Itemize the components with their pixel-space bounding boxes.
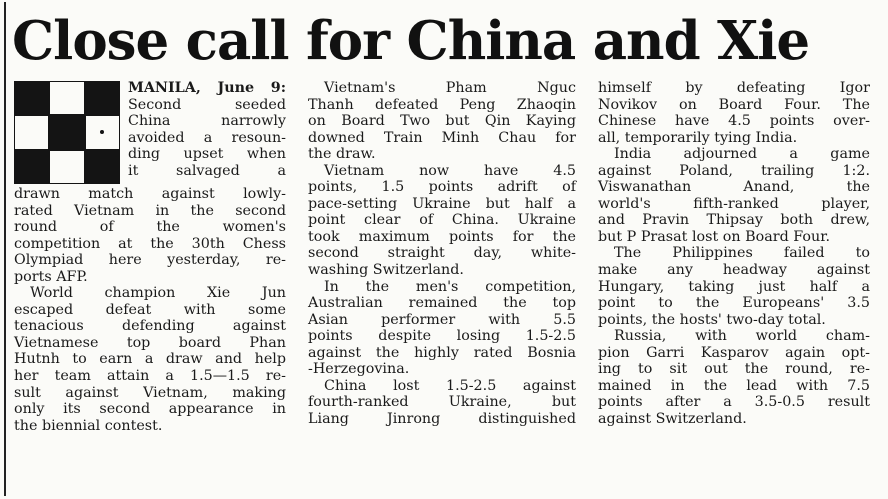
board-square bbox=[14, 150, 49, 184]
article-paragraph bbox=[308, 279, 576, 378]
text-line: Liang Jinrong distinguished bbox=[308, 410, 576, 427]
board-square bbox=[85, 150, 120, 184]
text-line: her team attain a 1.5—1.5 re- bbox=[14, 368, 286, 385]
text-line: Russia, with world cham- bbox=[614, 328, 870, 345]
text-line: China narrowly bbox=[128, 113, 286, 130]
text-line: but P Prasat lost on Board Four. bbox=[598, 228, 831, 245]
text-line: pace-setting Ukraine but half a bbox=[308, 195, 576, 212]
text-line: China lost 1.5-2.5 against bbox=[324, 377, 576, 394]
text-line: point to the Europeans' 3.5 bbox=[598, 295, 870, 312]
text-line: Asian performer with 5.5 bbox=[308, 311, 576, 328]
text-line: point clear of China. Ukraine bbox=[308, 212, 576, 229]
text-line: rated Vietnam in the second bbox=[14, 202, 286, 219]
text-line: world's fifth-ranked player, bbox=[598, 195, 870, 212]
text-line: all, temporarily tying India. bbox=[598, 129, 798, 146]
article-paragraph bbox=[14, 285, 286, 434]
text-line: Vietnam now have 4.5 bbox=[324, 162, 576, 179]
text-line: sult against Vietnam, making bbox=[14, 384, 286, 401]
text-line: against the highly rated Bosnia bbox=[308, 344, 576, 361]
text-line: drawn match against lowly- bbox=[14, 186, 286, 202]
text-line: Novikov on Board Four. The bbox=[598, 96, 870, 113]
chessboard-graphic bbox=[14, 81, 120, 184]
text-line: -Herzegovina. bbox=[308, 361, 410, 378]
text-line: the draw. bbox=[308, 146, 376, 163]
text-line: tenacious defending against bbox=[14, 318, 286, 335]
text-line: Second seeded bbox=[128, 96, 286, 113]
text-line: mained in the lead with 7.5 bbox=[598, 377, 870, 394]
article-paragraph bbox=[308, 80, 576, 163]
board-square bbox=[85, 81, 120, 115]
text-line: on Board Two but Qin Kaying bbox=[308, 113, 576, 130]
column-1 bbox=[14, 80, 286, 434]
article-paragraph bbox=[598, 328, 870, 427]
article-paragraph bbox=[308, 163, 576, 279]
dateline: MANILA, June 9: bbox=[128, 80, 286, 96]
text-line: pion Garri Kasparov again opt- bbox=[598, 344, 870, 361]
board-square bbox=[85, 115, 120, 149]
text-line: avoided a resoun- bbox=[128, 129, 286, 146]
text-line: India adjourned a game bbox=[614, 146, 870, 163]
text-line: took maximum points for the bbox=[308, 228, 576, 245]
article-paragraph bbox=[308, 378, 576, 428]
text-line: the biennial contest. bbox=[14, 417, 163, 434]
text-line: points, 1.5 points adrift of bbox=[308, 179, 576, 196]
text-line: second straight day, white- bbox=[308, 245, 576, 262]
board-square bbox=[14, 115, 49, 149]
article-paragraph bbox=[598, 80, 870, 146]
text-line: World champion Xie Jun bbox=[30, 285, 286, 302]
text-line: fourth-ranked Ukraine, but bbox=[308, 394, 576, 411]
text-line: The Philippines failed to bbox=[614, 245, 870, 262]
board-square bbox=[49, 150, 84, 184]
text-line: ing to sit out the round, re- bbox=[598, 361, 870, 378]
text-line: Vietnam's Pham Nguc bbox=[324, 80, 576, 96]
column-3 bbox=[598, 80, 870, 427]
article-paragraph bbox=[598, 245, 870, 328]
board-square bbox=[49, 81, 84, 115]
text-line: Hungary, taking just half a bbox=[598, 278, 870, 295]
board-square bbox=[14, 81, 49, 115]
text-line: Olympiad here yesterday, re- bbox=[14, 252, 286, 269]
column-2 bbox=[308, 80, 576, 427]
text-line: round of the women's bbox=[14, 219, 286, 236]
text-line: Chinese have 4.5 points over- bbox=[598, 113, 870, 130]
text-line: and Pravin Thipsay both drew, bbox=[598, 212, 870, 229]
text-line: In the men's competition, bbox=[324, 278, 576, 295]
text-line: points after a 3.5-0.5 result bbox=[598, 394, 870, 411]
headline: Close call for China and Xie bbox=[12, 10, 810, 72]
text-line: ding upset when bbox=[128, 146, 286, 163]
text-line: Hutnh to earn a draw and help bbox=[14, 351, 286, 368]
text-line: Vietnamese top board Phan bbox=[14, 334, 286, 351]
text-line: himself by defeating Igor bbox=[598, 80, 870, 96]
text-line: Thanh defeated Peng Zhaoqin bbox=[308, 96, 576, 113]
text-line: washing Switzerland. bbox=[308, 262, 464, 279]
text-line: downed Train Minh Chau for bbox=[308, 129, 576, 146]
text-line: competition at the 30th Chess bbox=[14, 235, 286, 252]
text-line: against Poland, trailing 1:2. bbox=[598, 162, 870, 179]
text-line: escaped defeat with some bbox=[14, 301, 286, 318]
text-line: Viswanathan Anand, the bbox=[598, 179, 870, 196]
article-paragraph bbox=[598, 146, 870, 245]
text-line: against Switzerland. bbox=[598, 410, 747, 427]
text-line: points, the hosts' two-day total. bbox=[598, 311, 826, 328]
board-square bbox=[49, 115, 84, 149]
text-line: make any headway against bbox=[598, 262, 870, 279]
text-line: Australian remained the top bbox=[308, 295, 576, 312]
text-line: it salvaged a bbox=[128, 162, 286, 179]
text-line: only its second appearance in bbox=[14, 401, 286, 418]
text-line: points despite losing 1.5-2.5 bbox=[308, 328, 576, 345]
text-line: ports AFP. bbox=[14, 268, 88, 285]
